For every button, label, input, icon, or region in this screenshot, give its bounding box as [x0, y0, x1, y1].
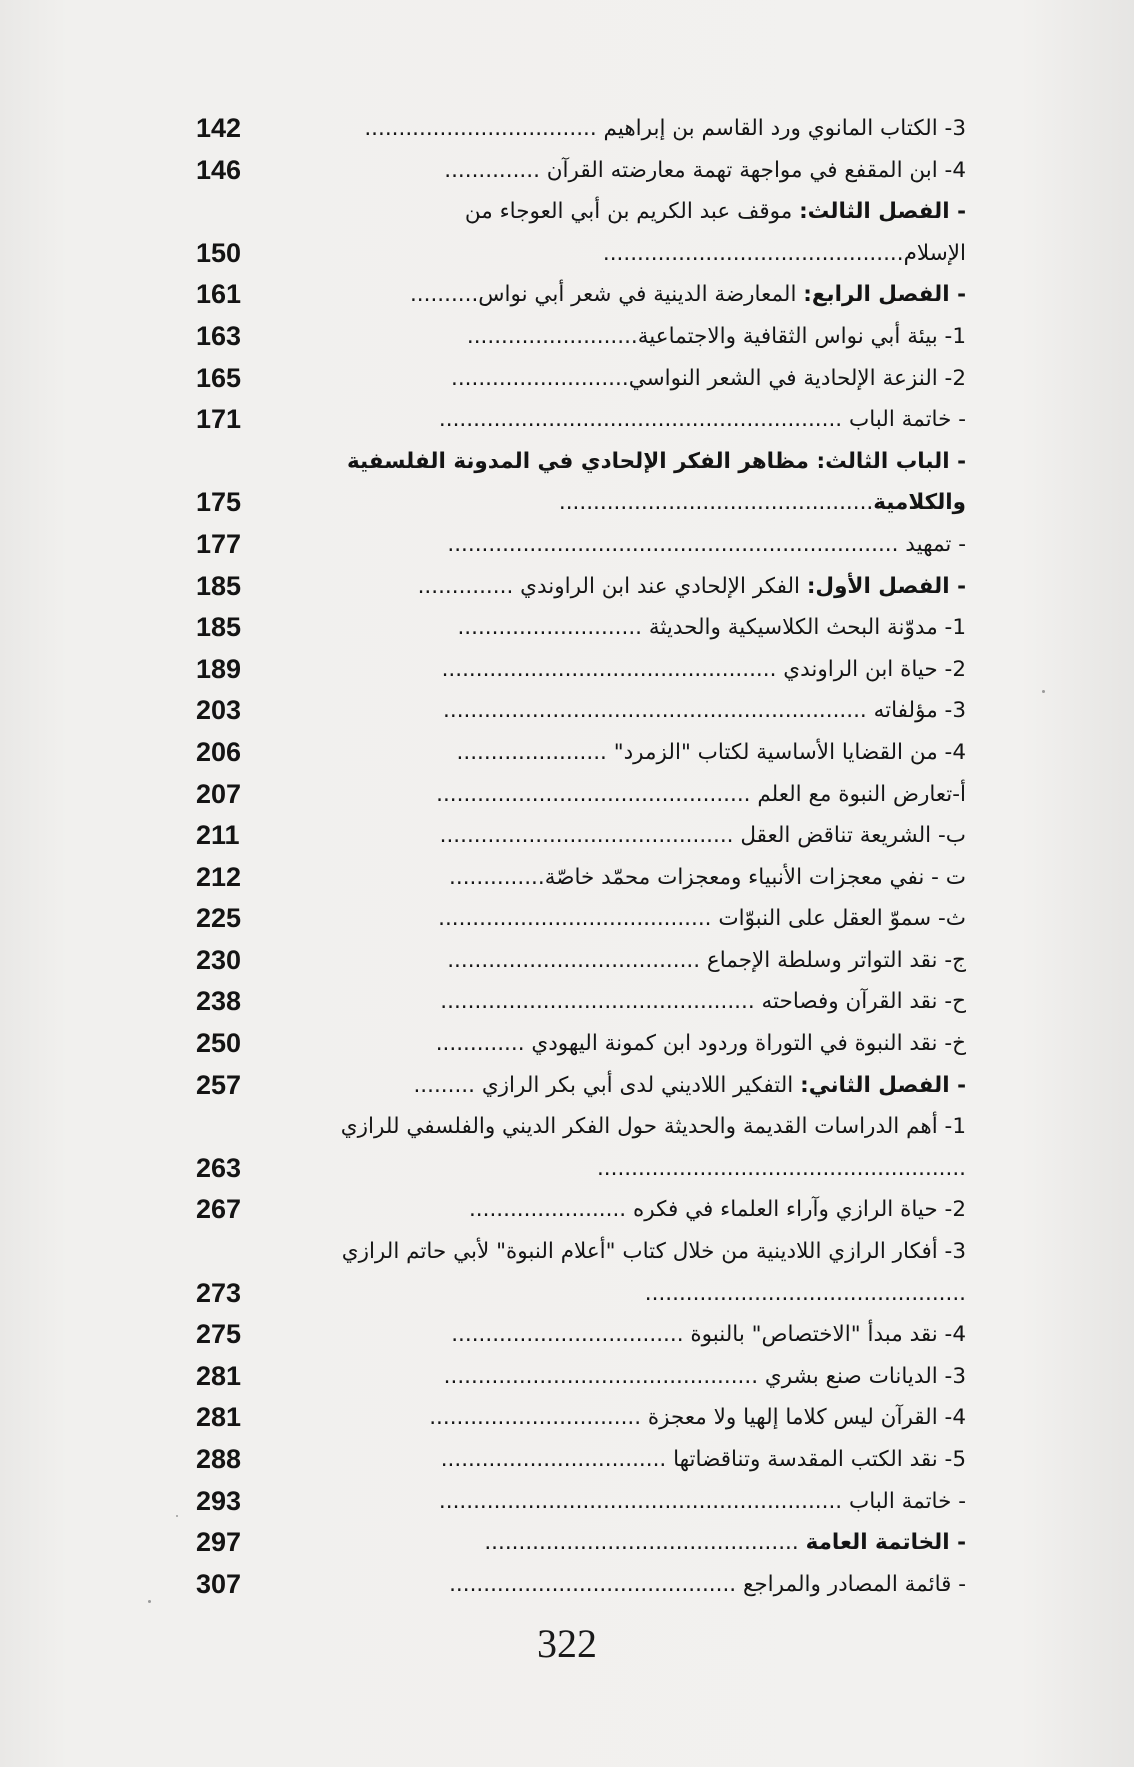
paper-speck [1042, 690, 1045, 693]
toc-leader-dots: ......... [413, 1072, 482, 1098]
paper-speck [148, 1600, 151, 1603]
toc-entry-title [280, 690, 966, 732]
toc-entry [196, 316, 966, 358]
toc-page-number: 263 [196, 1152, 242, 1183]
toc-section-label: - الفصل الثاني: [800, 1072, 966, 1098]
toc-entry-title [280, 649, 966, 691]
toc-entry-text: موقف عبد الكريم بن أبي العوجاء من الإسلام [464, 199, 966, 266]
toc-entry [196, 857, 966, 899]
toc-entry-text: 3- الديانات صنع بشري [764, 1363, 966, 1389]
toc-page-number: 281 [196, 1402, 242, 1433]
toc-entry-text: 4- من القضايا الأساسية لكتاب "الزمرد" [613, 739, 966, 765]
toc-entry [196, 1564, 966, 1606]
toc-leader-dots: .............................................. [484, 1530, 806, 1556]
toc-entry-text: ت - نفي معجزات الأنبياء ومعجزات محمّد خاصّة [544, 864, 966, 890]
table-of-contents [196, 108, 966, 1605]
toc-leader-dots: .......... [409, 282, 479, 308]
toc-leader-dots: .......................................... [449, 1571, 743, 1597]
toc-entry-title [280, 1439, 966, 1481]
toc-entry [196, 1106, 966, 1189]
toc-entry-title [280, 358, 966, 400]
toc-section-label: - الخاتمة العامة [805, 1530, 966, 1556]
toc-section-label: - الفصل الثالث: [799, 199, 966, 225]
toc-entry-text: أ-تعارض النبوة مع العلم [757, 781, 966, 807]
toc-leader-dots: ........................................................... [438, 407, 849, 433]
toc-entry [196, 898, 966, 940]
toc-entry-text: ح- نقد القرآن وفصاحته [761, 989, 966, 1015]
toc-entry-title [280, 1106, 966, 1189]
page-number: 322 [537, 1621, 597, 1666]
toc-leader-dots: ........................................................... [438, 1488, 849, 1514]
toc-entry-text: المعارضة الدينية في شعر أبي نواس [478, 282, 804, 308]
toc-entry [196, 566, 966, 608]
toc-entry-title [280, 1481, 966, 1523]
toc-entry [196, 441, 966, 524]
toc-entry-title [280, 1522, 966, 1564]
toc-entry [196, 191, 966, 274]
toc-entry-text: - قائمة المصادر والمراجع [742, 1571, 966, 1597]
toc-entry-text: مظاهر الفكر الإلحادي في المدونة الفلسفية والكلامية [346, 448, 966, 516]
toc-section-label: - الفصل الرابع: [803, 282, 966, 308]
toc-leader-dots: ............................... [429, 1405, 648, 1431]
toc-entry [196, 1439, 966, 1481]
toc-entry-text: 4- ابن المقفع في مواجهة تهمة معارضته القرآن [546, 157, 966, 183]
toc-page-number: 281 [196, 1360, 242, 1391]
toc-entry [196, 940, 966, 982]
toc-entry-text: خ- نقد النبوة في التوراة وردود ابن كمونة اليهودي [531, 1031, 966, 1057]
toc-page-number: 171 [196, 404, 242, 435]
toc-entry-text: ب- الشريعة تناقض العقل [740, 823, 966, 849]
toc-entry-title [280, 1231, 966, 1314]
toc-entry-title [280, 981, 966, 1023]
toc-leader-dots: ........................................... [439, 823, 741, 849]
toc-page-number: 288 [196, 1444, 242, 1474]
toc-leader-dots: ......................... [466, 323, 638, 349]
toc-entry-title [280, 524, 966, 566]
toc-section-label: - الباب الثالث: [816, 448, 966, 474]
toc-page-number: 185 [196, 612, 242, 643]
toc-leader-dots: .............. [449, 864, 545, 890]
toc-entry-text: 2- النزعة الإلحادية في الشعر النواسي [628, 365, 966, 391]
toc-leader-dots: .............................................. [436, 781, 758, 807]
toc-entry-title [280, 1189, 966, 1231]
toc-page-number: 207 [196, 778, 242, 809]
toc-page-number: 189 [196, 653, 242, 684]
toc-entry [196, 274, 966, 316]
toc-page-number: 273 [196, 1277, 242, 1308]
toc-leader-dots: .............. [417, 573, 521, 599]
toc-entry-title [280, 108, 966, 150]
toc-entry [196, 399, 966, 441]
toc-leader-dots: ................................................. [441, 656, 784, 682]
toc-leader-dots: .................................. [364, 116, 604, 141]
toc-page-number: 238 [196, 986, 242, 1017]
toc-entry-title [280, 815, 966, 857]
toc-page-number: 163 [196, 320, 242, 351]
toc-entry [196, 732, 966, 774]
toc-entry-title [280, 316, 966, 358]
toc-entry [196, 1522, 966, 1564]
toc-entry-title [280, 732, 966, 774]
toc-entry-text: 1- بيئة أبي نواس الثقافية والاجتماعية [637, 323, 966, 349]
toc-entry [196, 108, 966, 150]
toc-entry-text: - تمهيد [905, 531, 966, 557]
toc-entry-text: 2- حياة الرازي وآراء العلماء في فكره [632, 1197, 966, 1223]
toc-entry-text: 4- القرآن ليس كلاما إلهيا ولا معجزة [647, 1405, 966, 1431]
toc-leader-dots: .............. [444, 157, 547, 183]
toc-page-number: 225 [196, 903, 242, 934]
toc-entry-text: ج- نقد التواتر وسلطة الإجماع [706, 947, 966, 973]
toc-entry-text: 2- حياة ابن الراوندي [783, 656, 966, 682]
toc-entry [196, 1397, 966, 1439]
toc-leader-dots: ............................................ [602, 240, 904, 266]
toc-entry-text: 4- نقد مبدأ "الاختصاص" بالنبوة [690, 1322, 966, 1348]
toc-entry-text: ث- سموّ العقل على النبوّات [718, 906, 966, 932]
toc-entry-text: 3- الكتاب المانوي ورد القاسم بن إبراهيم [603, 116, 966, 141]
toc-entry-title [280, 1314, 966, 1356]
toc-entry-title [280, 940, 966, 982]
toc-page-number: 307 [196, 1568, 242, 1599]
toc-leader-dots: .......................... [450, 365, 629, 391]
toc-entry [196, 1065, 966, 1107]
toc-page-number: 267 [196, 1194, 242, 1225]
toc-leader-dots: .............................................. [558, 490, 874, 516]
toc-entry-title [280, 857, 966, 899]
toc-entry-title [280, 898, 966, 940]
toc-leader-dots: .............................................. [443, 1363, 765, 1389]
toc-entry-title [280, 441, 966, 524]
toc-leader-dots: ................................. [440, 1447, 674, 1472]
toc-entry-title [280, 774, 966, 816]
toc-entry [196, 1231, 966, 1314]
toc-entry [196, 981, 966, 1023]
toc-entry-title [280, 1564, 966, 1606]
toc-page-number: 203 [196, 695, 242, 726]
toc-leader-dots: ........................... [457, 615, 649, 641]
toc-section-label: - الفصل الأول: [806, 573, 966, 599]
toc-leader-dots: ........................................ [438, 906, 719, 932]
toc-entry-text: - خاتمة الباب [848, 407, 966, 433]
toc-entry-title [280, 150, 966, 192]
toc-entry-title [280, 191, 966, 274]
toc-page-number: 230 [196, 944, 242, 975]
toc-entry [196, 774, 966, 816]
toc-entry-title [280, 607, 966, 649]
toc-leader-dots: ............................................... [644, 1280, 966, 1306]
toc-entry-text: 1- مدوّنة البحث الكلاسيكية والحديثة [648, 615, 966, 641]
toc-page-number: 146 [196, 154, 242, 185]
toc-page-number: 142 [196, 113, 242, 143]
toc-entry-text: الفكر الإلحادي عند ابن الراوندي [520, 573, 807, 599]
toc-page-number: 175 [196, 487, 242, 518]
toc-entry [196, 358, 966, 400]
toc-page-number: 150 [196, 237, 242, 268]
toc-entry [196, 815, 966, 857]
toc-entry [196, 1023, 966, 1065]
paper-speck [176, 1515, 178, 1517]
toc-page-number: 165 [196, 362, 242, 393]
toc-leader-dots: .............................................................. [443, 698, 874, 724]
toc-page-number: 257 [196, 1069, 242, 1100]
toc-entry [196, 1314, 966, 1356]
toc-entry-title [280, 1023, 966, 1065]
toc-entry-title [280, 399, 966, 441]
toc-entry [196, 524, 966, 566]
toc-entry-title [280, 1356, 966, 1398]
toc-page-number: 185 [196, 570, 242, 601]
toc-entry-text: 5- نقد الكتب المقدسة وتناقضاتها [673, 1447, 966, 1472]
toc-page-number: 177 [196, 528, 242, 559]
toc-entry [196, 150, 966, 192]
toc-page-number: 293 [196, 1485, 242, 1516]
toc-page-number: 206 [196, 736, 242, 767]
toc-page-number: 212 [196, 861, 242, 892]
toc-page-number: 297 [196, 1527, 242, 1558]
toc-leader-dots: ...................... [456, 739, 614, 765]
toc-entry [196, 1189, 966, 1231]
toc-entry-text: التفكير اللاديني لدى أبي بكر الرازي [481, 1072, 801, 1098]
toc-leader-dots: ............. [435, 1031, 532, 1057]
toc-entry-title [280, 566, 966, 608]
toc-leader-dots: .................................. [451, 1322, 691, 1348]
toc-entry-text: - خاتمة الباب [848, 1488, 966, 1514]
toc-page-number: 250 [196, 1028, 242, 1059]
toc-entry [196, 649, 966, 691]
toc-page-number: 161 [196, 279, 242, 310]
toc-entry-title [280, 1397, 966, 1439]
toc-entry [196, 1481, 966, 1523]
toc-entry [196, 690, 966, 732]
toc-leader-dots: .................................................................. [447, 531, 906, 557]
toc-entry-text: 3- أفكار الرازي اللادينية من خلال كتاب "أعلام النبوة" لأبي حاتم الرازي [341, 1239, 966, 1265]
toc-leader-dots: .............................................. [440, 989, 762, 1015]
toc-entry [196, 607, 966, 649]
toc-entry-text: 3- مؤلفاته [873, 698, 966, 724]
toc-entry [196, 1356, 966, 1398]
toc-entry-text: 1- أهم الدراسات القديمة والحديثة حول الفكر الديني والفلسفي للرازي [340, 1114, 966, 1140]
toc-entry-title [280, 274, 966, 316]
toc-leader-dots: ....................... [468, 1197, 633, 1223]
toc-entry-title [280, 1065, 966, 1107]
toc-page-number: 211 [196, 820, 240, 851]
toc-page-number: 275 [196, 1319, 242, 1350]
toc-leader-dots: ...................................................... [596, 1155, 966, 1181]
toc-leader-dots: ..................................... [447, 947, 707, 973]
